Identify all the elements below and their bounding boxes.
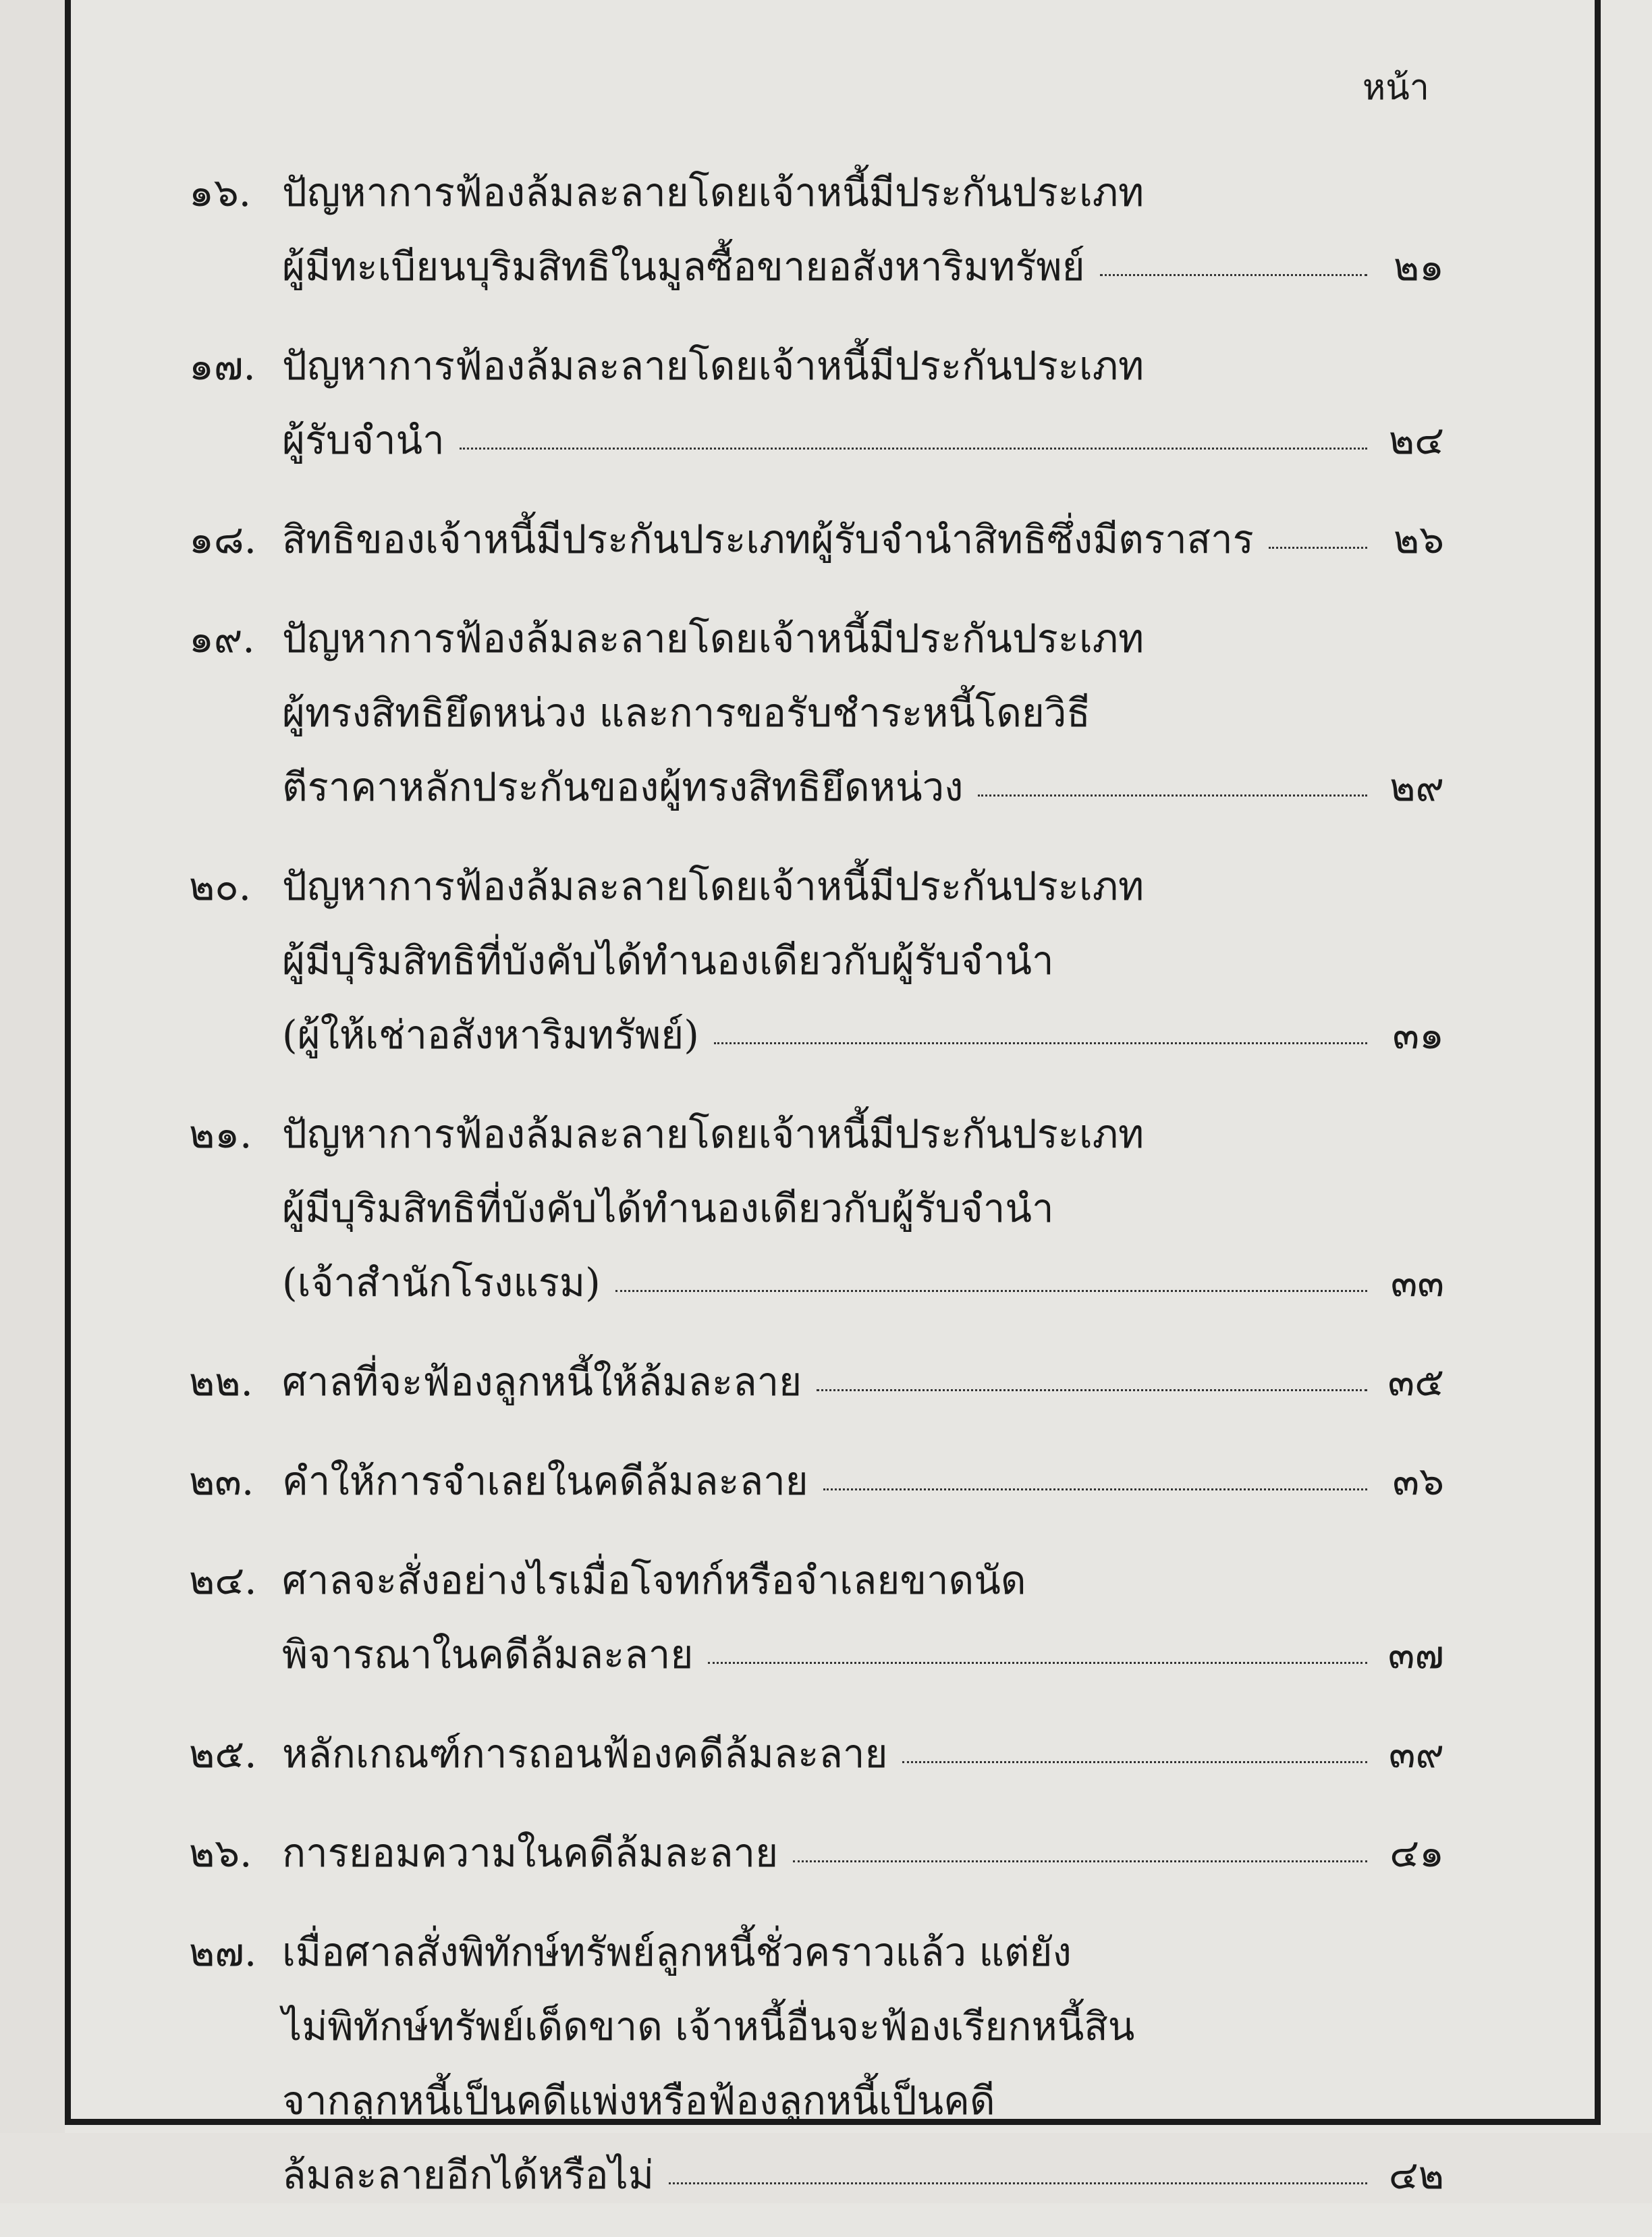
entry-last-line [282,1617,1444,1692]
entry-title-line: ผู้มีบุริมสิทธิที่บังคับได้ทำนองเดียวกับผู้รับจำนำ [282,1185,1054,1231]
entry-page-number: ๓๗ [1387,1632,1444,1677]
entry-title [282,1097,1444,1320]
entry-last-line [282,230,1444,304]
entry-number: ๒๔. [189,1557,257,1603]
entry-title-line: (เจ้าสำนักโรงแรม) [282,1260,601,1305]
entry-page-number: ๓๓ [1390,1260,1444,1305]
dot-leader [1269,547,1367,549]
entry-title [282,329,1444,477]
entry-page-number: ๔๒ [1388,2152,1444,2198]
dot-leader [714,1042,1367,1044]
toc-entry [189,1444,1444,1518]
entry-page-number: ๔๑ [1389,1830,1444,1876]
entry-title-line: ปัญหาการฟ้องล้มละลายโดยเจ้าหนี้มีประกันประเภท [282,863,1145,909]
entry-title [282,1444,1444,1518]
entry-last-line [282,1444,1444,1518]
entry-last-line [282,750,1444,824]
entry-title-line: จากลูกหนี้เป็นคดีแพ่งหรือฟ้องลูกหนี้เป็นคดี [282,2078,995,2124]
entry-number: ๒๗. [189,1929,257,1975]
entry-title-line: พิจารณาในคดีล้มละลาย [282,1632,694,1677]
table-of-contents [189,155,1444,2237]
entry-page-number: ๒๙ [1389,764,1444,810]
toc-entry [189,1543,1444,1692]
entry-title-line: ปัญหาการฟ้องล้มละลายโดยเจ้าหนี้มีประกันประเภท [282,169,1145,215]
page-column-header: หน้า [1362,68,1429,108]
entry-title-line: เมื่อศาลสั่งพิทักษ์ทรัพย์ลูกหนี้ชั่วคราวแล้ว แต่ยัง [282,1929,1072,1975]
toc-entry [189,601,1444,824]
entry-page-number: ๓๕ [1387,1359,1444,1405]
entry-title [282,601,1444,824]
entry-title-line: ผู้ทรงสิทธิยึดหน่วง และการขอรับชำระหนี้โดยวิธี [282,690,1091,736]
toc-entry [189,329,1444,477]
entry-last-line [282,502,1444,576]
entry-title-line: ผู้มีทะเบียนบุริมสิทธิในมูลซื้อขายอสังหาริมทรัพย์ [282,244,1085,290]
toc-entry [189,1097,1444,1320]
entry-page-number: ๒๔ [1388,417,1444,463]
entry-title [282,1816,1444,1890]
dot-leader [793,1860,1367,1862]
dot-leader [902,1761,1367,1763]
toc-entry [189,1717,1444,1791]
entry-title-line: การยอมความในคดีล้มละลาย [282,1830,779,1876]
entry-last-line [282,403,1444,477]
entry-title-line: (ผู้ให้เช่าอสังหาริมทรัพย์) [282,1012,699,1058]
entry-page-number: ๒๑ [1393,244,1444,290]
entry-last-line [282,1245,1444,1320]
entry-title-line: ศาลที่จะฟ้องลูกหนี้ให้ล้มละลาย [282,1359,802,1405]
dot-leader [817,1389,1367,1391]
entry-number: ๒๐. [189,863,252,909]
entry-page-number: ๓๙ [1388,1731,1444,1777]
entry-last-line [282,1345,1444,1419]
entry-number: ๒๑. [189,1111,252,1157]
entry-last-line [282,1816,1444,1890]
entry-title [282,1543,1444,1692]
entry-number: ๒๓. [189,1458,254,1504]
toc-entry [189,1816,1444,1890]
entry-number: ๒๕. [189,1731,257,1777]
dot-leader [823,1488,1367,1490]
dot-leader [708,1662,1367,1664]
dot-leader [1100,274,1367,276]
entry-title-line: ปัญหาการฟ้องล้มละลายโดยเจ้าหนี้มีประกันประเภท [282,1111,1145,1157]
entry-number: ๑๘. [189,516,256,562]
entry-title [282,1717,1444,1791]
entry-title-line: ปัญหาการฟ้องล้มละลายโดยเจ้าหนี้มีประกันประเภท [282,616,1145,662]
entry-title [282,849,1444,1072]
entry-number: ๑๗. [189,343,256,389]
entry-number: ๒๒. [189,1359,253,1405]
entry-title [282,155,1444,304]
entry-last-line [282,2138,1444,2212]
page-left-margin [0,0,65,2203]
toc-entry [189,1915,1444,2212]
entry-number: ๑๙. [189,616,255,662]
toc-entry [189,502,1444,576]
entry-title-line: คำให้การจำเลยในคดีล้มละลาย [282,1458,808,1504]
entry-number: ๒๖. [189,1830,252,1876]
entry-title-line: ล้มละลายอีกได้หรือไม่ [282,2152,654,2198]
entry-title-line: หลักเกณฑ์การถอนฟ้องคดีล้มละลาย [282,1731,888,1777]
dot-leader [460,448,1367,450]
entry-title-line: ปัญหาการฟ้องล้มละลายโดยเจ้าหนี้มีประกันประเภท [282,343,1145,389]
dot-leader [978,794,1367,797]
entry-last-line [282,1717,1444,1791]
entry-title [282,1915,1444,2212]
entry-title [282,1345,1444,1419]
entry-title-line: ผู้รับจำนำ [282,417,445,463]
entry-number: ๑๖. [189,169,252,215]
entry-last-line [282,998,1444,1072]
entry-title [282,502,1444,576]
entry-title-line: ตีราคาหลักประกันของผู้ทรงสิทธิยึดหน่วง [282,764,964,810]
dot-leader [615,1290,1367,1292]
entry-page-number: ๓๖ [1392,1458,1444,1504]
entry-title-line: สิทธิของเจ้าหนี้มีประกันประเภทผู้รับจำนำสิทธิซึ่งมีตราสาร [282,516,1254,562]
toc-entry [189,849,1444,1072]
entry-page-number: ๒๖ [1393,516,1444,562]
entry-title-line: ศาลจะสั่งอย่างไรเมื่อโจทก์หรือจำเลยขาดนัด [282,1557,1026,1603]
dot-leader [669,2182,1367,2184]
entry-title-line: ไม่พิทักษ์ทรัพย์เด็ดขาด เจ้าหนี้อื่นจะฟ้องเรียกหนี้สิน [282,2003,1135,2049]
toc-entry [189,1345,1444,1419]
toc-entry [189,155,1444,304]
entry-page-number: ๓๑ [1392,1012,1444,1058]
entry-title-line: ผู้มีบุริมสิทธิที่บังคับได้ทำนองเดียวกับผู้รับจำนำ [282,938,1054,983]
